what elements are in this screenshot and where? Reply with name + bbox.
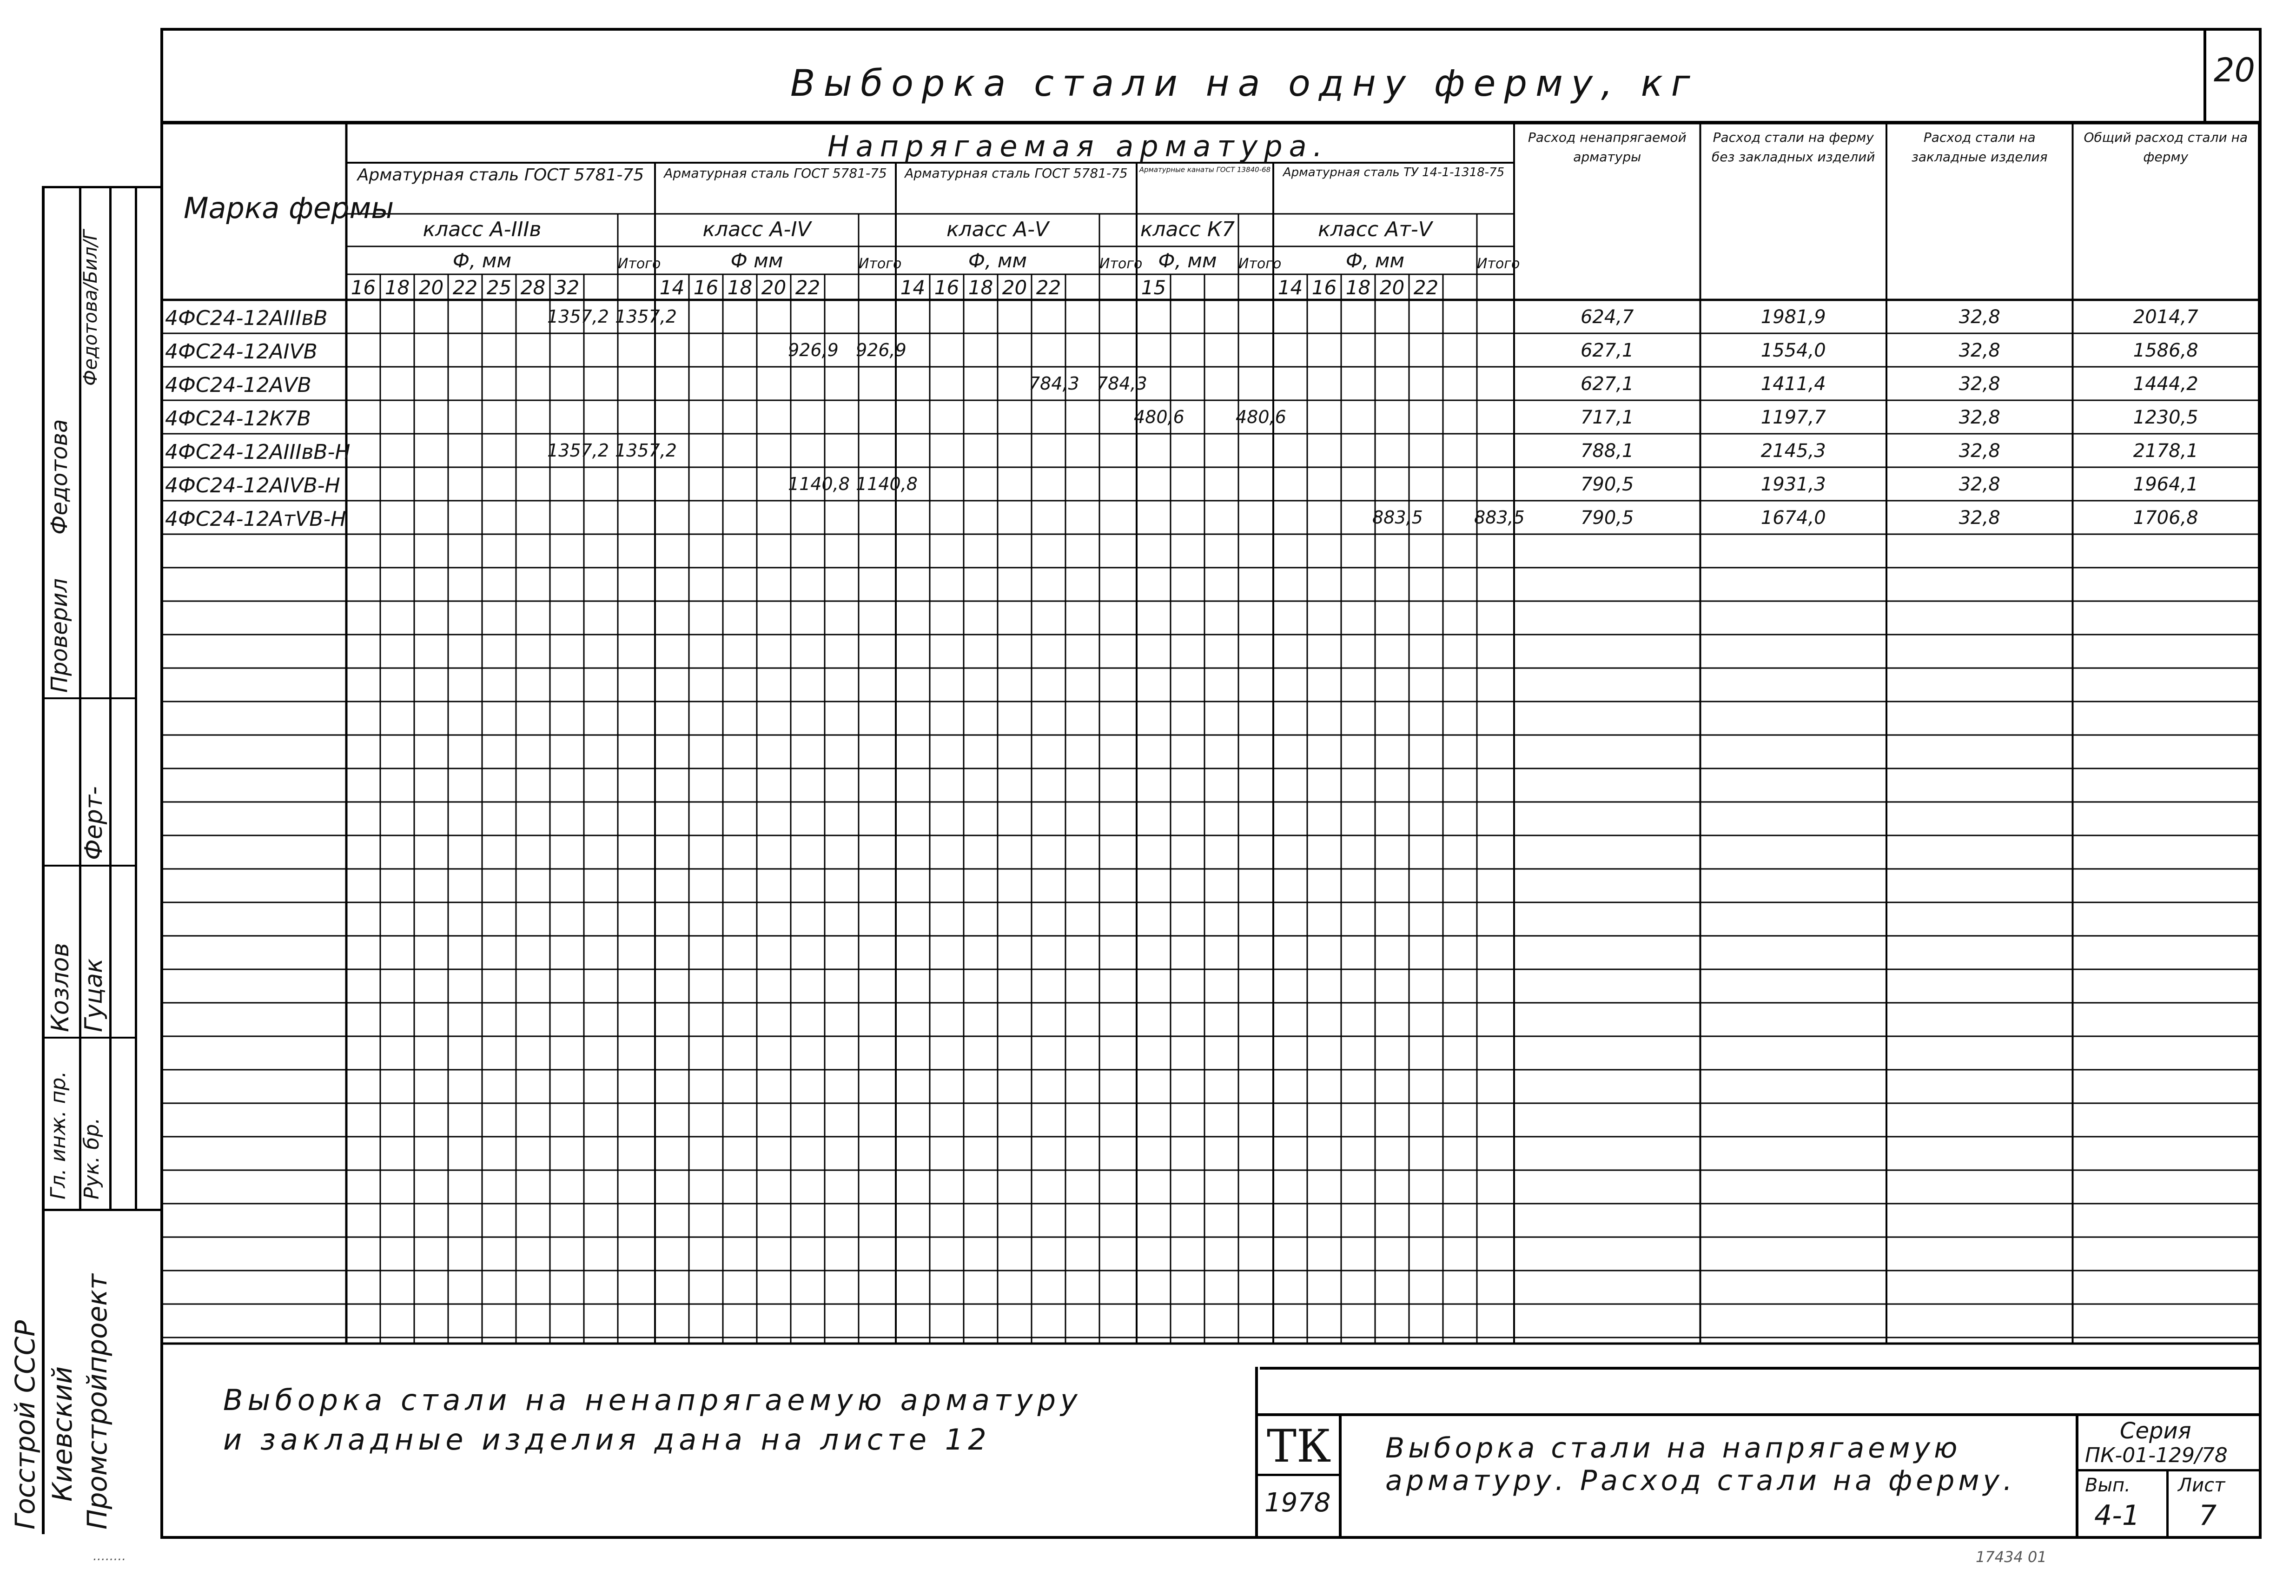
right-value-0: 790,5 — [1580, 474, 1634, 495]
group-total: Итого — [618, 256, 661, 272]
sheet-label: Лист — [2178, 1475, 2225, 1496]
diameter-col-15: 15 — [1141, 276, 1166, 299]
sheet-number-block: 7 — [2199, 1499, 2217, 1532]
series-number: ПК-01-129/78 — [2085, 1444, 2228, 1467]
series-divider — [2076, 1413, 2078, 1539]
cell-value: 926,9 — [856, 340, 906, 360]
series-label: Серия — [2120, 1418, 2191, 1444]
diameter-col-18: 18 — [727, 276, 753, 299]
right-value-0: 624,7 — [1580, 306, 1634, 328]
diameter-col-20: 20 — [761, 276, 787, 299]
bottom-mark-left: ........ — [93, 1548, 126, 1563]
right-value-1: 2145,3 — [1760, 440, 1826, 462]
stamp-col-3 — [135, 186, 137, 1209]
right-value-1: 1411,4 — [1760, 373, 1826, 395]
group-total: Итого — [859, 256, 902, 272]
right-value-2: 32,8 — [1959, 407, 2000, 428]
group-class: класс А-IV — [702, 218, 811, 241]
role-chief-engineer: Гл. инж. пр. — [46, 1071, 70, 1199]
title-block-divider — [1339, 1413, 1342, 1539]
right-value-2: 32,8 — [1959, 440, 2000, 462]
right-value-2: 32,8 — [1959, 306, 2000, 328]
right-value-3: 1230,5 — [2133, 407, 2198, 428]
right-value-3: 2014,7 — [2133, 306, 2198, 328]
title-block-year: 1978 — [1264, 1488, 1331, 1518]
title-block-left — [1255, 1367, 1258, 1539]
diameter-col-28: 28 — [520, 276, 546, 299]
stamp-split-3 — [42, 1037, 135, 1039]
org-name-3: Промстройпроект — [81, 1273, 113, 1530]
page-title: Выборка стали на одну ферму, кг — [790, 63, 1699, 105]
group-class: класс А-V — [946, 218, 1049, 241]
row-mark: 4ФС24-12АIVВ-Н — [165, 474, 340, 497]
diameter-col-25: 25 — [486, 276, 512, 299]
group-title: Арматурная сталь ГОСТ 5781-75 — [905, 166, 1128, 181]
right-value-1: 1931,3 — [1760, 474, 1826, 495]
right-value-3: 1444,2 — [2133, 373, 2198, 395]
diameter-col-22: 22 — [1413, 276, 1439, 299]
right-value-2: 32,8 — [1959, 474, 2000, 495]
diameter-col-20: 20 — [1379, 276, 1405, 299]
right-header-0: Расход ненапрягаемой арматуры — [1528, 130, 1687, 165]
group-title: Арматурная сталь ГОСТ 5781-75 — [664, 166, 887, 181]
note-line-1: Выборка стали на ненапрягаемую арматуру — [223, 1383, 1082, 1417]
diameter-col-32: 32 — [554, 276, 580, 299]
diameter-col-18: 18 — [384, 276, 410, 299]
right-value-1: 1981,9 — [1760, 306, 1826, 328]
right-value-3: 1706,8 — [2133, 507, 2198, 529]
issue-divider — [2166, 1469, 2169, 1539]
name-kozlov: Козлов — [46, 942, 74, 1032]
role-checked: Проверил — [46, 578, 73, 693]
note-line-2: и закладные изделия дана на листе 12 — [223, 1423, 991, 1457]
diameter-col-22: 22 — [795, 276, 820, 299]
title-block-top — [1255, 1413, 2262, 1416]
group-class: класс Ат-V — [1318, 218, 1432, 241]
right-value-3: 1586,8 — [2133, 340, 2198, 361]
right-value-1: 1197,7 — [1760, 407, 1826, 428]
row-mark: 4ФС24-12АIVВ — [165, 340, 318, 364]
name-gutsak: Гуцак — [80, 958, 108, 1032]
diameter-col-22: 22 — [452, 276, 478, 299]
cell-value: 1357,2 — [615, 306, 677, 327]
cell-value: 480,6 — [1236, 407, 1286, 427]
diameter-col-18: 18 — [1345, 276, 1371, 299]
group-title: Арматурные канаты ГОСТ 13840-68 — [1139, 166, 1271, 174]
group-diameter: Ф мм — [730, 249, 783, 272]
cell-value: 926,9 — [788, 340, 839, 360]
cell-value: 1357,2 — [547, 440, 609, 461]
diameter-col-16: 16 — [934, 276, 959, 299]
mark-column-header: Марка фермы — [184, 191, 394, 225]
group-title: Арматурная сталь ТУ 14-1-1318-75 — [1283, 166, 1505, 179]
org-name-2: Киевский — [46, 1366, 78, 1502]
stamp-split-1 — [42, 697, 135, 699]
org-name-1: Госстрой СССР — [9, 1320, 41, 1530]
right-value-2: 32,8 — [1959, 340, 2000, 361]
cell-value: 784,3 — [1097, 373, 1147, 394]
diameter-col-16: 16 — [351, 276, 376, 299]
right-value-0: 788,1 — [1580, 440, 1634, 462]
row-mark: 4ФС24-12АтVВ-Н — [165, 507, 346, 531]
stamp-extra: Федотова/Бил/Г — [80, 230, 101, 386]
role-team-lead: Рук. бр. — [80, 1117, 104, 1199]
stamp-split-2 — [42, 865, 135, 867]
sheet-number: 20 — [2214, 51, 2256, 89]
group-class: класс А-IIIв — [423, 218, 542, 241]
diameter-col-22: 22 — [1036, 276, 1061, 299]
diameter-col-14: 14 — [1277, 276, 1303, 299]
title-block-caption-2: арматуру. Расход стали на ферму. — [1385, 1464, 2016, 1497]
group-diameter: Ф, мм — [452, 249, 512, 272]
tensioned-header: Напрягаемая арматура. — [827, 129, 1329, 163]
cell-value: 883,5 — [1474, 507, 1525, 528]
right-value-0: 717,1 — [1580, 407, 1634, 428]
diameter-col-14: 14 — [659, 276, 685, 299]
right-header-1: Расход стали на ферму без закладных изделий — [1711, 130, 1875, 165]
right-value-3: 1964,1 — [2133, 474, 2198, 495]
right-value-1: 1554,0 — [1760, 340, 1826, 361]
group-total: Итого — [1238, 256, 1282, 272]
right-value-2: 32,8 — [1959, 507, 2000, 529]
diameter-col-18: 18 — [968, 276, 993, 299]
row-mark: 4ФС24-12К7В — [165, 407, 311, 430]
cell-value: 1140,8 — [856, 474, 918, 494]
stamp-top — [42, 186, 163, 188]
issue-label: Вып. — [2085, 1475, 2131, 1496]
cell-value: 883,5 — [1372, 507, 1423, 528]
right-value-0: 627,1 — [1580, 373, 1634, 395]
group-total: Итого — [1099, 256, 1143, 272]
name-fedotova: Федотова — [46, 419, 73, 535]
cell-value: 480,6 — [1134, 407, 1184, 427]
diameter-col-16: 16 — [693, 276, 719, 299]
group-class: класс К7 — [1140, 218, 1235, 241]
row-mark: 4ФС24-12АIIIвВ — [165, 306, 328, 330]
title-block-upper — [1260, 1367, 2262, 1370]
bottom-mark-right: 17434 01 — [1976, 1548, 2047, 1566]
issue-number: 4-1 — [2094, 1499, 2140, 1532]
diameter-col-16: 16 — [1311, 276, 1337, 299]
diameter-col-20: 20 — [1002, 276, 1027, 299]
logo-tk: ТК — [1267, 1420, 1331, 1472]
right-header-2: Расход стали на закладные изделия — [1911, 130, 2048, 165]
diameter-col-20: 20 — [418, 276, 444, 299]
cell-value: 1140,8 — [788, 474, 850, 494]
right-value-0: 627,1 — [1580, 340, 1634, 361]
right-header-3: Общий расход стали на ферму — [2084, 130, 2248, 165]
signature-note: Ферт- — [80, 786, 108, 860]
stamp-bottom — [42, 1209, 163, 1211]
group-diameter: Ф, мм — [1158, 249, 1217, 272]
row-mark: 4ФС24-12АVВ — [165, 373, 311, 397]
group-title: Арматурная сталь ГОСТ 5781-75 — [357, 166, 644, 185]
cell-value: 784,3 — [1029, 373, 1079, 394]
cell-value: 1357,2 — [547, 306, 609, 327]
group-total: Итого — [1477, 256, 1520, 272]
right-value-2: 32,8 — [1959, 373, 2000, 395]
group-diameter: Ф, мм — [968, 249, 1027, 272]
right-value-3: 2178,1 — [2133, 440, 2198, 462]
right-value-1: 1674,0 — [1760, 507, 1826, 529]
logo-divider — [1258, 1474, 1340, 1476]
title-block-caption-1: Выборка стали на напрягаемую — [1385, 1432, 1961, 1464]
stamp-left-edge — [42, 186, 45, 1534]
series-row-divider — [2076, 1469, 2262, 1471]
diameter-col-14: 14 — [900, 276, 926, 299]
group-diameter: Ф, мм — [1345, 249, 1405, 272]
right-value-0: 790,5 — [1580, 507, 1634, 529]
row-mark: 4ФС24-12АIIIвВ-Н — [165, 440, 351, 464]
cell-value: 1357,2 — [615, 440, 677, 461]
